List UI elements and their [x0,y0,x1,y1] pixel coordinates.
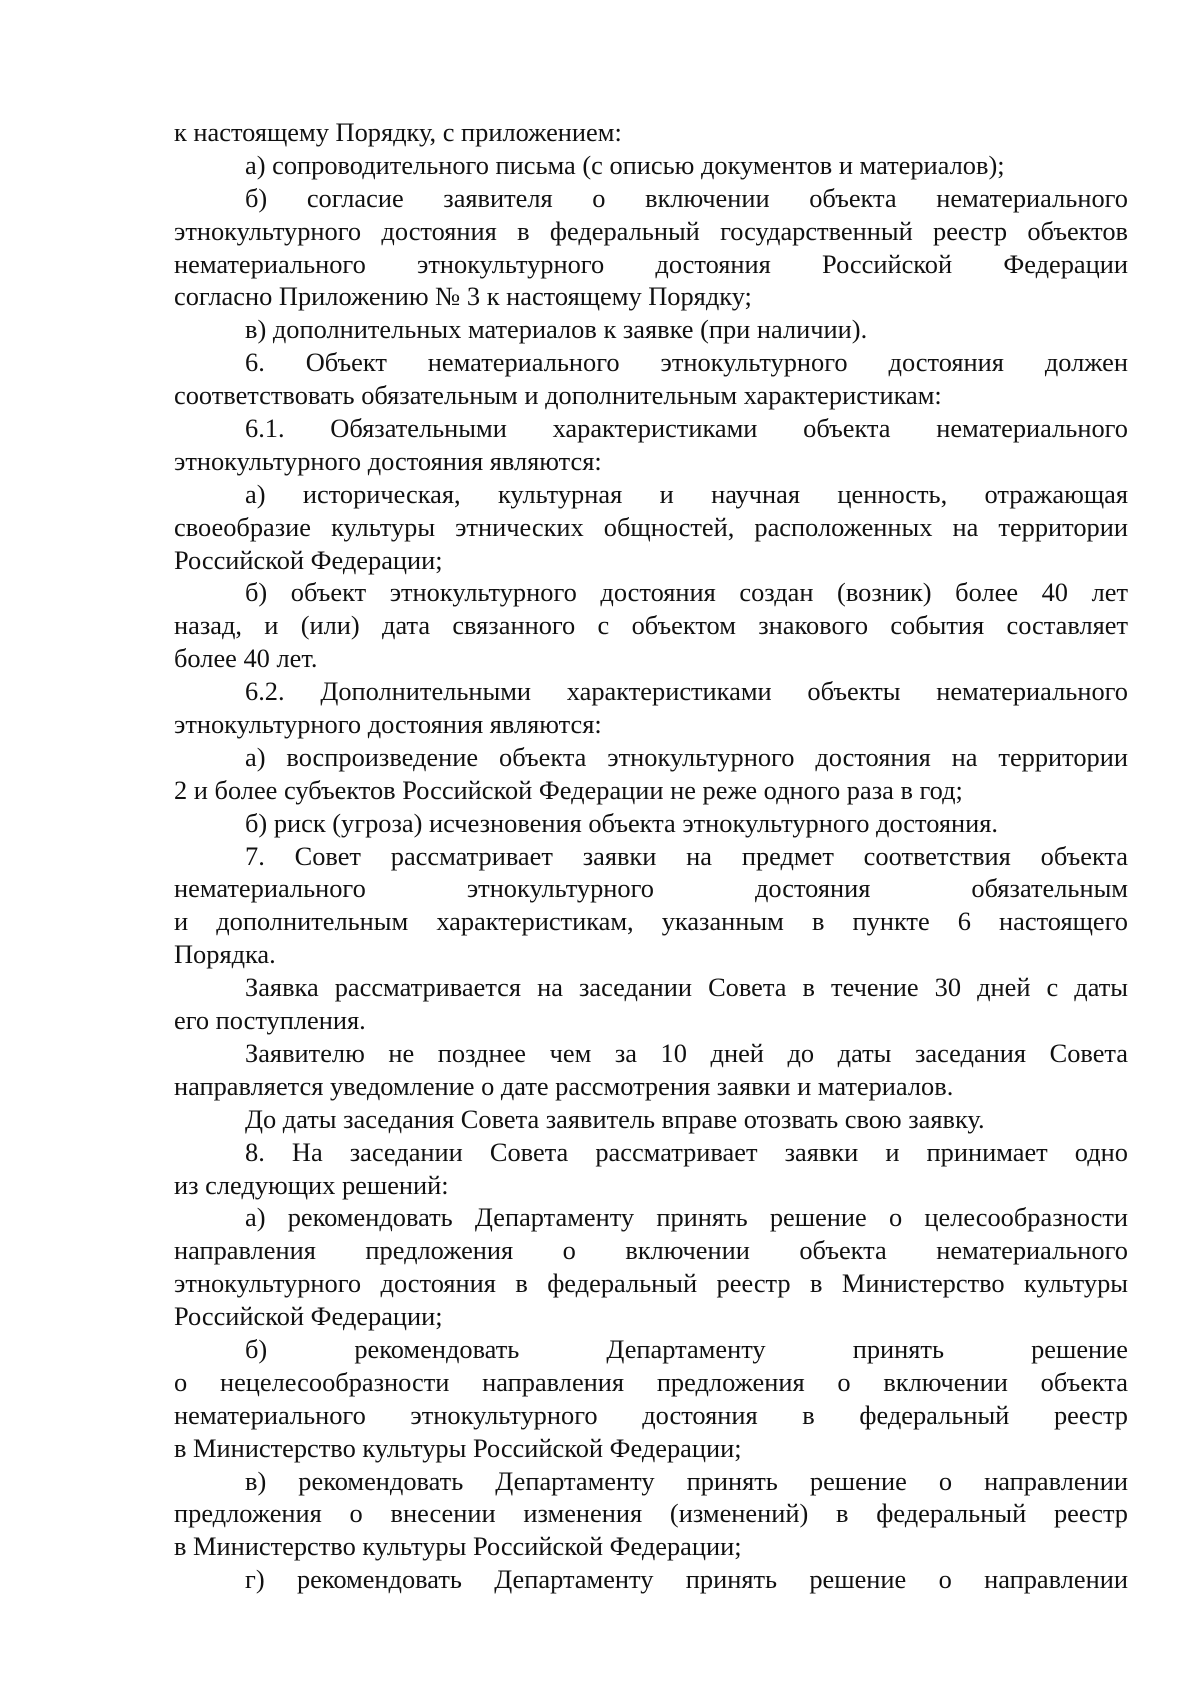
text-line: 7. Совет рассматривает заявки на предмет соответствия объекта [245,840,1128,871]
text-line: а) рекомендовать Департаменту принять решение о целесообразности [245,1202,1128,1233]
text-line: нематериального этнокультурного достояния в федеральный реестр [174,1399,1128,1430]
text-line: 6.2. Дополнительными характеристиками объекты нематериального [245,676,1128,707]
text-line: нематериального этнокультурного достояния Российской Федерации [174,248,1128,279]
text-line: Заявителю не позднее чем за 10 дней до даты заседания Совета [245,1037,1128,1068]
text-line: в) рекомендовать Департаменту принять решение о направлении [245,1465,1128,1496]
text-line: г) рекомендовать Департаменту принять решение о направлении [245,1564,1128,1595]
text-line: назад, и (или) дата связанного с объектом знакового события составляет [174,610,1128,641]
text-line: в Министерство культуры Российской Федерации; [174,1432,742,1463]
text-line: а) историческая, культурная и научная ценность, отражающая [245,478,1128,509]
text-line: б) рекомендовать Департаменту принять решение [245,1333,1128,1364]
text-line: 6. Объект нематериального этнокультурного достояния должен [245,347,1128,378]
document-body [174,116,1128,1596]
text-line: и дополнительным характеристикам, указанным в пункте 6 настоящего [174,906,1128,937]
text-line: о нецелесообразности направления предложения о включении объекта [174,1366,1128,1397]
text-line: в) дополнительных материалов к заявке (при наличии). [245,314,868,345]
text-line: предложения о внесении изменения (изменений) в федеральный реестр [174,1498,1128,1529]
text-line: 6.1. Обязательными характеристиками объекта нематериального [245,413,1128,444]
text-line: 2 и более субъектов Российской Федерации не реже одного раза в год; [174,774,963,805]
text-line: этнокультурного достояния являются: [174,445,602,476]
text-line: в Министерство культуры Российской Федерации; [174,1531,742,1562]
text-line: а) сопроводительного письма (с описью документов и материалов); [245,149,1005,180]
text-line: Российской Федерации; [174,544,443,575]
text-line: направляется уведомление о дате рассмотрения заявки и материалов. [174,1070,954,1101]
text-line: более 40 лет. [174,643,318,674]
text-line: его поступления. [174,1005,366,1036]
text-line: Российской Федерации; [174,1301,443,1332]
text-line: До даты заседания Совета заявитель вправе отозвать свою заявку. [245,1103,985,1134]
text-line: этнокультурного достояния в федеральный государственный реестр объектов [174,215,1128,246]
text-line: Заявка рассматривается на заседании Совета в течение 30 дней с даты [245,972,1128,1003]
text-line: этнокультурного достояния в федеральный реестр в Министерство культуры [174,1268,1128,1299]
text-line: из следующих решений: [174,1169,449,1200]
text-line: этнокультурного достояния являются: [174,709,602,740]
text-line: б) согласие заявителя о включении объекта нематериального [245,182,1128,213]
text-line: б) риск (угроза) исчезновения объекта этнокультурного достояния. [245,807,999,838]
text-line: б) объект этнокультурного достояния создан (возник) более 40 лет [245,577,1128,608]
text-line: 8. На заседании Совета рассматривает заявки и принимает одно [245,1136,1128,1167]
text-line: согласно Приложению № 3 к настоящему Порядку; [174,281,752,312]
text-line: нематериального этнокультурного достояния обязательным [174,873,1128,904]
text-line: Порядка. [174,939,276,970]
text-line: к настоящему Порядку, с приложением: [174,117,622,147]
text-line: соответствовать обязательным и дополнительным характеристикам: [174,380,942,411]
text-line: направления предложения о включении объекта нематериального [174,1235,1128,1266]
text-line: своеобразие культуры этнических общностей, расположенных на территории [174,511,1128,542]
text-line: а) воспроизведение объекта этнокультурного достояния на территории [245,741,1128,772]
